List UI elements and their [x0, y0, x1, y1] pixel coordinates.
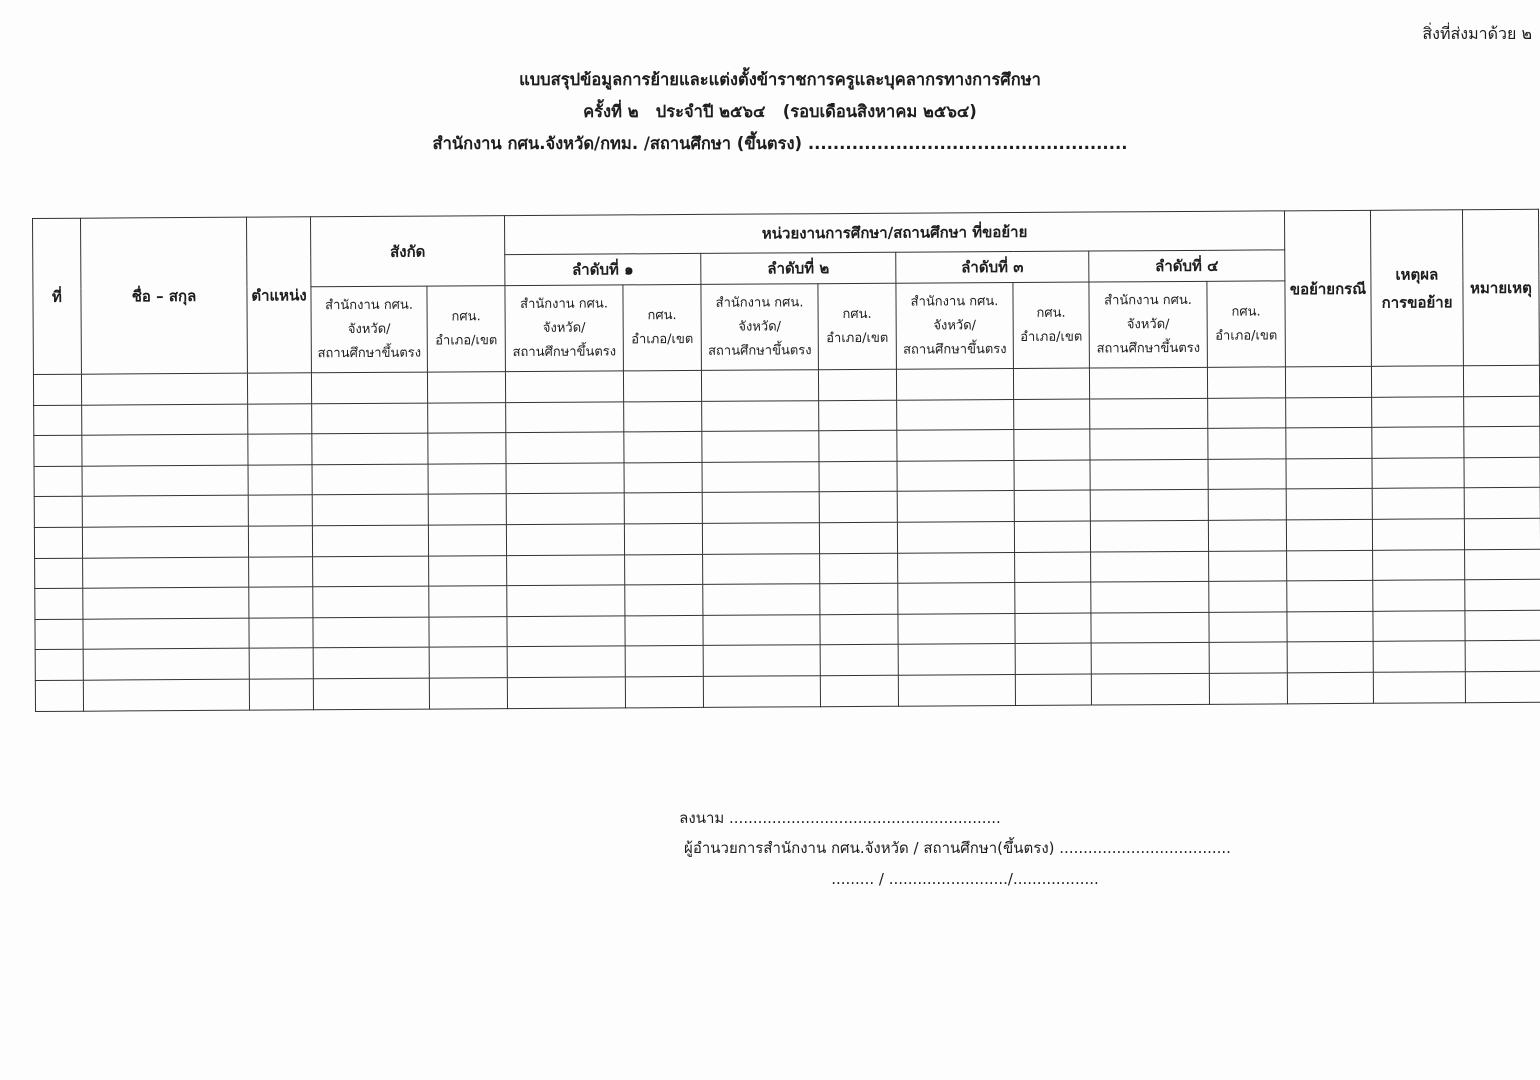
table-cell[interactable] [1465, 549, 1540, 580]
table-cell[interactable] [35, 650, 83, 681]
table-cell[interactable] [624, 493, 702, 524]
table-cell[interactable] [248, 495, 312, 526]
table-cell[interactable] [1286, 428, 1372, 459]
table-cell[interactable] [83, 679, 249, 711]
table-cell[interactable] [1373, 580, 1465, 611]
table-cell[interactable] [1015, 674, 1091, 705]
table-cell[interactable] [507, 554, 625, 585]
table-cell[interactable] [1285, 366, 1371, 397]
order-3-header: ลำดับที่ ๓ [896, 251, 1089, 283]
table-cell[interactable] [35, 680, 83, 711]
table-cell[interactable] [1287, 550, 1373, 581]
table-cell[interactable] [507, 585, 625, 616]
table-cell[interactable] [81, 373, 247, 405]
table-cell[interactable] [1090, 490, 1208, 521]
table-cell[interactable] [1464, 426, 1540, 457]
table-cell[interactable] [249, 618, 313, 649]
table-cell[interactable] [248, 465, 312, 496]
table-cell[interactable] [1014, 399, 1090, 430]
table-cell[interactable] [82, 496, 248, 528]
table-body [33, 365, 1540, 711]
table-cell[interactable] [507, 646, 625, 677]
table-cell[interactable] [1091, 673, 1209, 704]
table-cell[interactable] [625, 676, 703, 707]
table-cell[interactable] [703, 553, 820, 584]
table-cell[interactable] [1287, 642, 1373, 673]
table-cell[interactable] [1209, 612, 1287, 643]
table-cell[interactable] [312, 403, 428, 434]
table-cell[interactable] [1208, 489, 1286, 520]
order-1-office-header: สำนักงาน กศน. จังหวัด/ สถานศึกษาขึ้นตรง [505, 285, 624, 372]
table-cell[interactable] [428, 463, 506, 494]
col-header-case: ขอย้ายกรณี [1284, 210, 1371, 367]
table-cell[interactable] [507, 616, 625, 647]
table-cell[interactable] [506, 524, 624, 555]
table-cell[interactable] [820, 675, 898, 706]
table-cell[interactable] [703, 645, 820, 676]
table-cell[interactable] [1208, 428, 1286, 459]
table-cell[interactable] [1465, 671, 1540, 702]
order-3-district-header: กศน. อำเภอ/เขต [1013, 282, 1090, 368]
table-cell[interactable] [1089, 367, 1207, 398]
table-cell[interactable] [898, 674, 1015, 705]
table-cell[interactable] [1372, 396, 1464, 427]
table-cell[interactable] [1014, 429, 1090, 460]
table-cell[interactable] [1465, 579, 1540, 610]
table-cell[interactable] [1208, 459, 1286, 490]
table-cell[interactable] [312, 464, 428, 495]
table-cell[interactable] [1090, 429, 1208, 460]
table-cell[interactable] [897, 521, 1014, 552]
table-cell[interactable] [428, 494, 506, 525]
summary-table [32, 209, 1540, 712]
table-cell[interactable] [312, 433, 428, 464]
table-cell[interactable] [82, 526, 248, 558]
table-cell[interactable] [1464, 518, 1540, 549]
table-cell[interactable] [820, 614, 898, 645]
table-cell[interactable] [703, 584, 820, 615]
table-cell[interactable] [1371, 366, 1463, 397]
table-cell[interactable] [249, 556, 313, 587]
sign-line: ลงนาม ......................................................... [679, 809, 1001, 827]
table-cell[interactable] [702, 431, 819, 462]
table-cell[interactable] [249, 587, 313, 618]
table-cell[interactable] [1464, 396, 1540, 427]
attachment-label: สิ่งที่ส่งมาด้วย ๒ [1422, 24, 1532, 43]
table-cell[interactable] [507, 677, 625, 708]
table-cell[interactable] [506, 432, 624, 463]
table-cell[interactable] [625, 615, 703, 646]
table-cell[interactable] [83, 618, 249, 650]
order-1-district-header: กศน. อำเภอ/เขต [623, 284, 702, 370]
table-cell[interactable] [247, 373, 311, 404]
col-header-reason [1370, 210, 1463, 367]
order-2-office-header: สำนักงาน กศน. จังหวัด/ สถานศึกษาขึ้นตรง [701, 284, 819, 371]
reason-line-1: เหตุผล [1395, 264, 1439, 284]
table-cell[interactable] [1464, 457, 1540, 488]
table-cell[interactable] [1091, 581, 1209, 612]
table-cell[interactable] [506, 463, 624, 494]
table-cell[interactable] [701, 370, 818, 401]
date-line: ......... / ........................./.................. [831, 870, 1099, 888]
summary-table-wrapper [32, 209, 1540, 712]
table-cell[interactable] [248, 434, 312, 465]
order-4-office-header: สำนักงาน กศน. จังหวัด/ สถานศึกษาขึ้นตรง [1089, 281, 1208, 368]
table-cell[interactable] [623, 370, 701, 401]
col-header-requested-units: หน่วยงานการศึกษา/สถานศึกษา ที่ขอย้าย [504, 211, 1284, 255]
document-round: ครั้งที่ ๒ ประจำปี ๒๕๖๔ (รอบเดือนสิงหาคม ๒๕๖๔) [583, 102, 977, 121]
table-cell[interactable] [1014, 521, 1090, 552]
table-cell[interactable] [1286, 489, 1372, 520]
table-cell[interactable] [898, 644, 1015, 675]
table-cell[interactable] [1090, 398, 1208, 429]
table-cell[interactable] [34, 435, 82, 466]
table-cell[interactable] [1209, 642, 1287, 673]
table-cell[interactable] [1286, 397, 1372, 428]
order-3-office-header: สำนักงาน กศน. จังหวัด/ สถานศึกษาขึ้นตรง [896, 283, 1014, 370]
table-cell[interactable] [313, 647, 429, 678]
table-cell[interactable] [625, 646, 703, 677]
table-cell[interactable] [34, 497, 82, 528]
table-cell[interactable] [1208, 520, 1286, 551]
document-title: แบบสรุปข้อมูลการย้ายและแต่งตั้งข้าราชการครูและบุคลากรทางการศึกษา [519, 70, 1041, 89]
table-cell[interactable] [624, 462, 702, 493]
col-header-name: ชื่อ – สกุล [81, 217, 248, 374]
order-1-header: ลำดับที่ ๑ [505, 253, 701, 285]
table-cell[interactable] [83, 649, 249, 681]
table-cell[interactable] [624, 401, 702, 432]
table-cell[interactable] [1373, 611, 1465, 642]
table-cell[interactable] [819, 400, 897, 431]
table-cell[interactable] [428, 402, 506, 433]
table-cell[interactable] [35, 619, 83, 650]
table-cell[interactable] [428, 525, 506, 556]
table-cell[interactable] [1014, 490, 1090, 521]
table-cell[interactable] [1372, 519, 1464, 550]
table-cell[interactable] [818, 369, 896, 400]
table-cell[interactable] [898, 552, 1015, 583]
table-cell[interactable] [703, 614, 820, 645]
table-cell[interactable] [82, 434, 248, 466]
col-header-affiliation: สังกัด [310, 216, 504, 287]
table-cell[interactable] [312, 494, 428, 525]
table-cell[interactable] [1015, 552, 1091, 583]
table-cell[interactable] [820, 645, 898, 676]
col-header-no: ที่ [33, 218, 82, 374]
order-2-header: ลำดับที่ ๒ [701, 252, 896, 284]
table-cell[interactable] [897, 430, 1014, 461]
table-cell[interactable] [625, 585, 703, 616]
table-cell[interactable] [702, 461, 819, 492]
office-line: สำนักงาน กศน.จังหวัด/กทม. /สถานศึกษา (ขึ้นตรง) ................................................... [432, 134, 1128, 153]
table-cell[interactable] [313, 586, 429, 617]
table-cell[interactable] [1091, 551, 1209, 582]
table-cell[interactable] [1090, 520, 1208, 551]
table-cell[interactable] [702, 400, 819, 431]
table-cell[interactable] [505, 371, 623, 402]
order-2-district-header: กศน. อำเภอ/เขต [818, 283, 897, 369]
table-cell[interactable] [429, 678, 507, 709]
table-cell[interactable] [312, 525, 428, 556]
table-cell[interactable] [1286, 458, 1372, 489]
table-cell[interactable] [249, 648, 313, 679]
table-cell[interactable] [311, 372, 427, 403]
table-cell[interactable] [1372, 427, 1464, 458]
table-cell[interactable] [1015, 643, 1091, 674]
table-cell[interactable] [35, 588, 83, 619]
table-cell[interactable] [313, 678, 429, 709]
table-cell[interactable] [34, 405, 82, 436]
table-cell[interactable] [1208, 397, 1286, 428]
table-cell[interactable] [429, 616, 507, 647]
table-cell[interactable] [34, 466, 82, 497]
table-cell[interactable] [819, 430, 897, 461]
table-cell[interactable] [1090, 459, 1208, 490]
table-cell[interactable] [624, 432, 702, 463]
table-cell[interactable] [898, 583, 1015, 614]
table-cell[interactable] [34, 527, 82, 558]
table-cell[interactable] [820, 583, 898, 614]
table-cell[interactable] [897, 399, 1014, 430]
table-cell[interactable] [429, 555, 507, 586]
table-cell[interactable] [820, 553, 898, 584]
table-cell[interactable] [1015, 582, 1091, 613]
table-cell[interactable] [702, 492, 819, 523]
table-cell[interactable] [83, 557, 249, 589]
table-cell[interactable] [1373, 641, 1465, 672]
table-cell[interactable] [1465, 641, 1540, 672]
table-cell[interactable] [897, 460, 1014, 491]
table-cell[interactable] [429, 586, 507, 617]
reason-line-2: การขอย้าย [1381, 292, 1453, 312]
table-cell[interactable] [1287, 580, 1373, 611]
table-cell[interactable] [1091, 612, 1209, 643]
order-4-district-header: กศน. อำเภอ/เขต [1207, 281, 1286, 367]
table-cell[interactable] [898, 613, 1015, 644]
document-header [0, 64, 1540, 160]
table-cell[interactable] [313, 617, 429, 648]
table-cell[interactable] [624, 523, 702, 554]
table-cell[interactable] [1372, 458, 1464, 489]
table-cell[interactable] [1014, 460, 1090, 491]
table-cell[interactable] [819, 522, 897, 553]
table-cell[interactable] [82, 404, 248, 436]
table-cell[interactable] [897, 491, 1014, 522]
table-cell[interactable] [1287, 611, 1373, 642]
table-cell[interactable] [33, 374, 81, 405]
table-cell[interactable] [1091, 643, 1209, 674]
table-cell[interactable] [1373, 672, 1465, 703]
table-cell[interactable] [896, 369, 1013, 400]
table-cell[interactable] [1463, 365, 1539, 396]
col-header-position: ตำแหน่ง [246, 217, 311, 373]
table-cell[interactable] [427, 372, 505, 403]
table-cell[interactable] [506, 493, 624, 524]
table-cell[interactable] [429, 647, 507, 678]
affiliation-district-header: กศน. อำเภอ/เขต [427, 286, 506, 372]
affiliation-office-header: สำนักงาน กศน. จังหวัด/ สถานศึกษาขึ้นตรง [311, 286, 428, 373]
table-cell[interactable] [1373, 549, 1465, 580]
table-cell[interactable] [248, 403, 312, 434]
table-cell[interactable] [35, 558, 83, 589]
table-cell[interactable] [819, 492, 897, 523]
director-line: ผู้อำนวยการสำนักงาน กศน.จังหวัด / สถานศึกษา(ขึ้นตรง) .................................... [684, 839, 1231, 857]
table-cell[interactable] [428, 433, 506, 464]
table-cell[interactable] [1465, 610, 1540, 641]
table-cell[interactable] [506, 401, 624, 432]
table-cell[interactable] [1209, 673, 1287, 704]
table-cell[interactable] [1207, 367, 1285, 398]
table-cell[interactable] [1209, 581, 1287, 612]
table-cell[interactable] [1209, 550, 1287, 581]
col-header-remark: หมายเหตุ [1462, 209, 1539, 365]
table-cell[interactable] [1464, 488, 1540, 519]
table-cell[interactable] [313, 556, 429, 587]
table-cell[interactable] [625, 554, 703, 585]
table-cell[interactable] [82, 465, 248, 497]
table-cell[interactable] [83, 587, 249, 619]
table-cell[interactable] [1286, 519, 1372, 550]
table-cell[interactable] [703, 676, 820, 707]
table-cell[interactable] [249, 679, 313, 710]
table-cell[interactable] [1287, 672, 1373, 703]
table-cell[interactable] [1015, 613, 1091, 644]
order-4-header: ลำดับที่ ๔ [1089, 250, 1285, 282]
table-cell[interactable] [819, 461, 897, 492]
table-cell[interactable] [702, 523, 819, 554]
table-cell[interactable] [1372, 488, 1464, 519]
table-cell[interactable] [1013, 368, 1089, 399]
table-cell[interactable] [248, 526, 312, 557]
